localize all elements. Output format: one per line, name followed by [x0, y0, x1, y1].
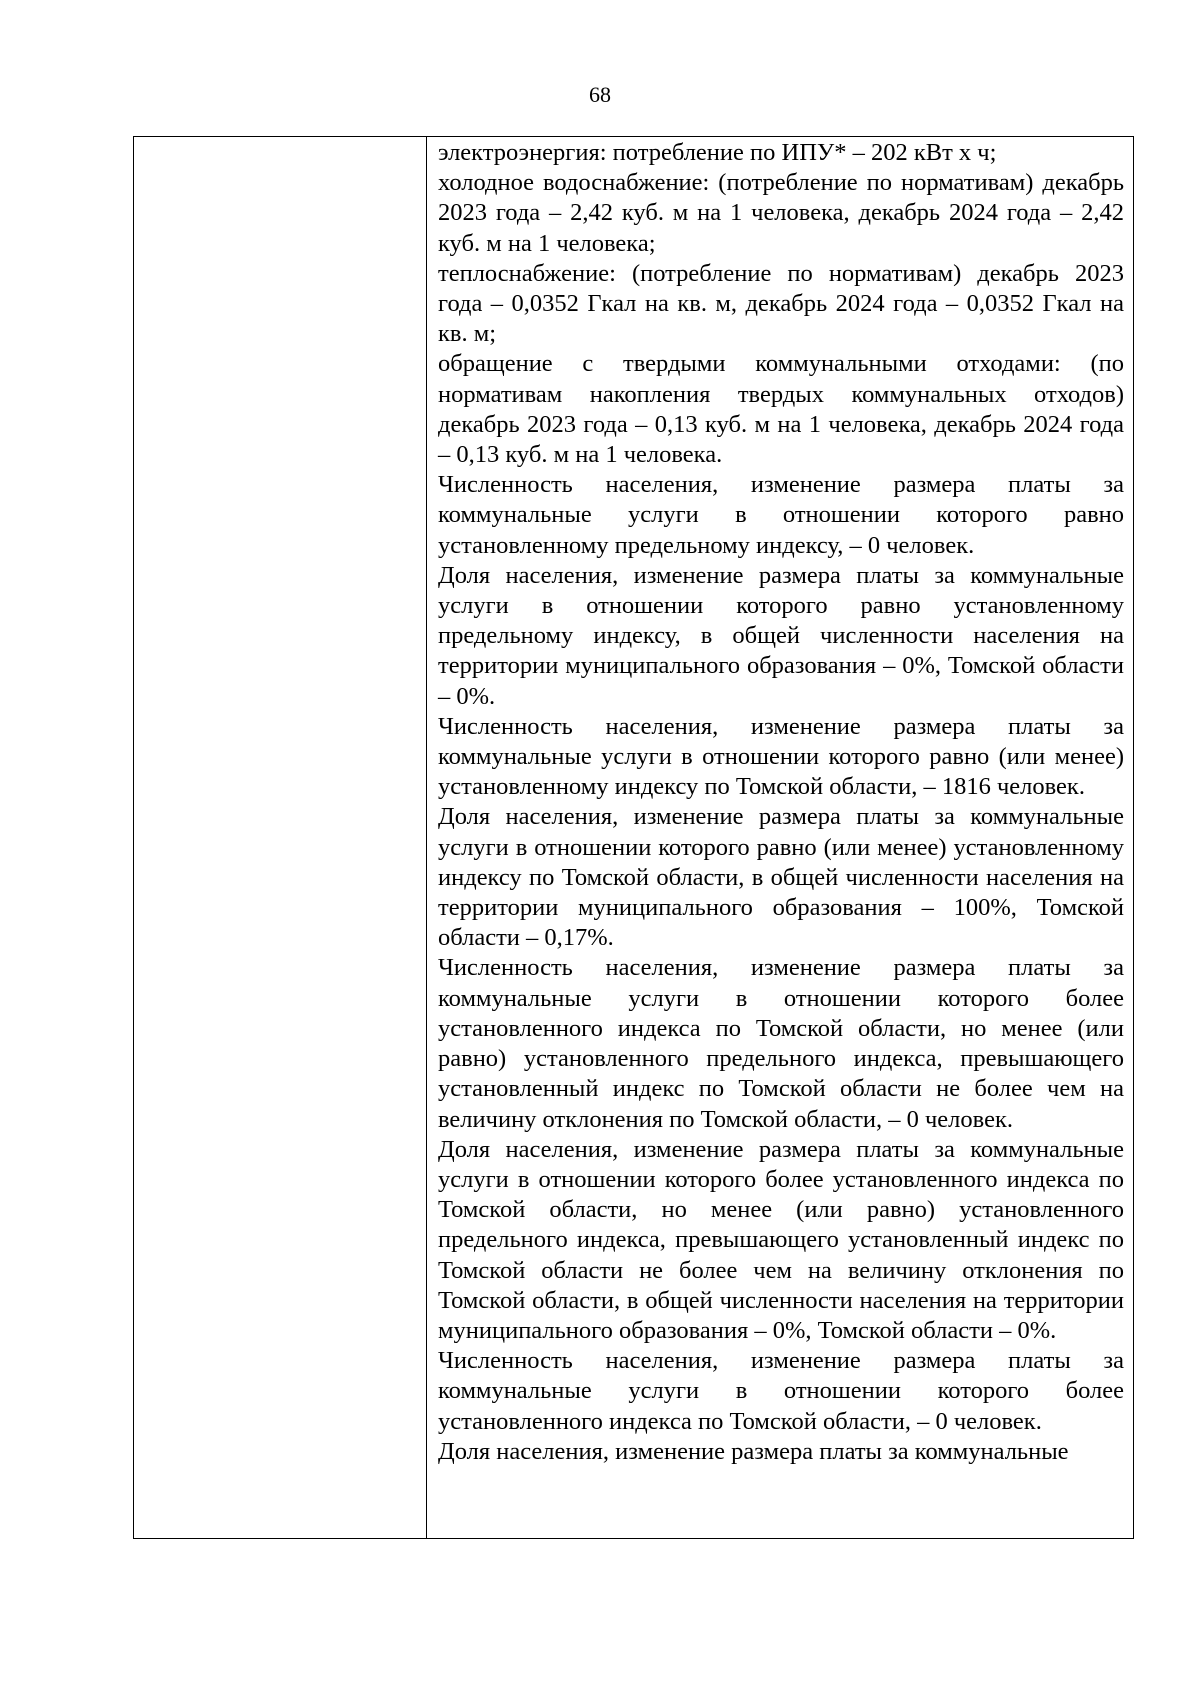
- paragraph-share-equal-or-less-index: Доля населения, изменение размера платы за коммунальные услуги в отношении которого равно (или менее) установленному индексу по Томской области, в общей численности населения на территории муниципального образования – 100%, Томской области – 0,17%.: [438, 803, 1124, 952]
- paragraph-population-above-index-within-deviation: Численность населения, изменение размера платы за коммунальные услуги в отношении которого более установленного индекса по Томской области, но менее (или равно) установленного предельного индекса, превышающего установленный индекс по Томской области не более чем на величину отклонения по Томской области, – 0 человек.: [438, 954, 1124, 1133]
- content-table: [133, 136, 1134, 1539]
- table-row: [134, 137, 1134, 1539]
- paragraph-population-equal-or-less-index: Численность населения, изменение размера платы за коммунальные услуги в отношении которого равно (или менее) установленному индексу по Томской области, – 1816 человек.: [438, 712, 1124, 801]
- table-cell-right: [427, 137, 1134, 1539]
- paragraph-share-equal-limit: Доля населения, изменение размера платы за коммунальные услуги в отношении которого равно установленному предельному индексу, в общей численности населения на территории муниципального образования – 0%, Томской области – 0%.: [438, 561, 1124, 710]
- paragraph-cold-water: холодное водоснабжение: (потребление по нормативам) декабрь 2023 года – 2,42 куб. м на 1 человека, декабрь 2024 года – 2,42 куб. м на 1 человека;: [438, 169, 1124, 257]
- page-number: 68: [589, 82, 611, 107]
- cell-text: [427, 137, 1133, 1470]
- paragraph-heating: теплоснабжение: (потребление по нормативам) декабрь 2023 года – 0,0352 Гкал на кв. м, декабрь 2024 года – 0,0352 Гкал на кв. м;: [438, 259, 1124, 348]
- paragraph-share-above-index-continued: Доля населения, изменение размера платы за коммунальные: [438, 1437, 1069, 1465]
- paragraph-electricity: электроэнергия: потребление по ИПУ* – 202 кВт х ч;: [438, 139, 997, 166]
- table-cell-left: [134, 137, 427, 1539]
- paragraph-population-equal-limit: Численность населения, изменение размера платы за коммунальные услуги в отношении которого равно установленному предельному индексу, – 0 человек.: [438, 471, 1124, 559]
- paragraph-solid-waste: обращение с твердыми коммунальными отходами: (по нормативам накопления твердых коммунальных отходов) декабрь 2023 года – 0,13 куб. м на 1 человека, декабрь 2024 года – 0,13 куб. м на 1 человека.: [438, 350, 1124, 469]
- paragraph-population-above-index: Численность населения, изменение размера платы за коммунальные услуги в отношении которого более установленного индекса по Томской области, – 0 человек.: [438, 1347, 1124, 1435]
- paragraph-share-above-index-within-deviation: Доля населения, изменение размера платы за коммунальные услуги в отношении которого более установленного индекса по Томской области, но менее (или равно) установленного предельного индекса, превышающего установленный индекс по Томской области не более чем на величину отклонения по Томской области, в общей численности населения на территории муниципального образования – 0%, Томской области – 0%.: [438, 1135, 1124, 1344]
